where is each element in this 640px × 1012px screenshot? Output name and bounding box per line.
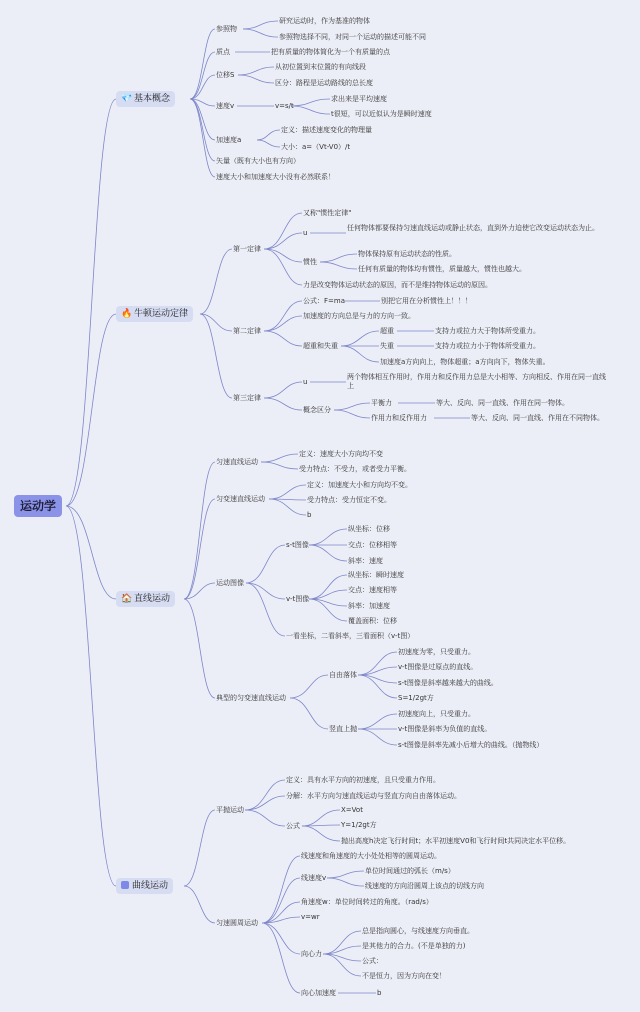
node[interactable]: 一看坐标，二看斜率，三看面积（v-t图）	[286, 632, 415, 640]
node[interactable]: 公式	[286, 822, 300, 830]
node[interactable]: 初速度向上，只受重力。	[398, 710, 475, 718]
node[interactable]: 求出来是平均速度	[331, 95, 387, 103]
node[interactable]: 纵坐标：位移	[348, 525, 390, 533]
branch-label: 直线运动	[134, 594, 171, 604]
node[interactable]: v-t图像是斜率为负值的直线。	[398, 725, 492, 733]
node[interactable]: u	[303, 378, 308, 386]
node[interactable]: 覆盖面积：位移	[348, 617, 397, 625]
node[interactable]: 匀速圆周运动	[216, 919, 258, 927]
node[interactable]: 区分：路程是运动路线的总长度	[275, 79, 373, 87]
node[interactable]: 总是指向圆心，与线速度方向垂直。	[362, 927, 474, 935]
branch-newton-laws[interactable]	[116, 306, 193, 322]
node[interactable]: 单位时间通过的弧长（m/s）	[365, 867, 455, 875]
node[interactable]: 是其他力的合力。(不是单独的力)	[362, 942, 466, 950]
node[interactable]: 等大、反向、同一直线、作用在同一物体。	[436, 399, 569, 407]
branch-basic-concepts[interactable]	[116, 91, 175, 107]
node[interactable]: 平衡力	[371, 399, 392, 407]
node[interactable]: v-t图像	[286, 595, 310, 603]
node[interactable]: 斜率：加速度	[348, 602, 390, 610]
node[interactable]: 抛出高度h决定飞行时间t；水平初速度V0和飞行时间t共同决定水平位移。	[341, 837, 571, 845]
node[interactable]: 自由落体	[329, 671, 357, 679]
node[interactable]: 线速度v	[301, 874, 327, 882]
node[interactable]: 典型的匀变速直线运动	[216, 694, 286, 702]
square-icon	[121, 881, 129, 889]
node[interactable]: 又称"惯性定律"	[303, 209, 352, 217]
node[interactable]: 作用力和反作用力	[371, 414, 427, 422]
node[interactable]: 加速度a	[216, 136, 242, 144]
node[interactable]: s-t图像是斜率先减小后增大的曲线。（抛物线）	[398, 741, 544, 749]
node[interactable]: 第二定律	[233, 327, 261, 335]
node[interactable]: 纵坐标：瞬时速度	[348, 571, 404, 579]
root-node[interactable]: 运动学	[14, 495, 62, 517]
node[interactable]: 超重	[380, 327, 394, 335]
node[interactable]: 惯性	[303, 258, 317, 266]
branch-curvilinear-motion[interactable]	[116, 878, 173, 894]
diamond-icon: 💎	[121, 94, 133, 104]
node[interactable]: 线速度和角速度的大小处处相等的圆周运动。	[301, 852, 441, 860]
node[interactable]: 支持力或拉力大于物体所受重力。	[435, 327, 540, 335]
node[interactable]: 受力特点：受力恒定不变。	[307, 496, 391, 504]
node[interactable]: s-t图像	[286, 541, 309, 549]
house-icon: 🏠	[121, 594, 133, 604]
node[interactable]: 平抛运动	[216, 806, 244, 814]
node[interactable]: 质点	[216, 48, 230, 56]
node[interactable]: 从初位置到末位置的有向线段	[275, 63, 366, 71]
node[interactable]: 运动图像	[216, 579, 244, 587]
fire-icon: 🔥	[121, 309, 133, 319]
node[interactable]: 物体保持原有运动状态的性质。	[358, 250, 456, 258]
node[interactable]: 概念区分	[303, 406, 331, 414]
node[interactable]: 斜率：速度	[348, 557, 383, 565]
node[interactable]: 把有质量的物体简化为一个有质量的点	[271, 48, 390, 56]
node[interactable]: 大小：a=（Vt-V0）/t	[281, 143, 351, 151]
node[interactable]: 向心加速度	[301, 989, 336, 997]
node[interactable]: 研究运动时，作为基准的物体	[279, 17, 370, 25]
node[interactable]: S=1/2gt方	[398, 694, 434, 702]
node[interactable]: 参照物选择不同，对同一个运动的描述可能不同	[279, 33, 426, 41]
node[interactable]: 任何物体都要保持匀速直线运动或静止状态，直到外力迫使它改变运动状态为止。	[347, 224, 599, 232]
node[interactable]: 位移S	[216, 71, 235, 79]
node[interactable]: 两个物体相互作用时，作用力和反作用力总是大小相等、方向相反、作用在同一直线上	[347, 373, 606, 390]
node[interactable]: 任何有质量的物体均有惯性，质量越大，惯性也越大。	[358, 265, 526, 273]
branch-label: 基本概念	[134, 94, 171, 104]
node[interactable]: 竖直上抛	[329, 725, 357, 733]
node[interactable]: 定义：描述速度变化的物理量	[281, 126, 372, 134]
node[interactable]: 定义：具有水平方向的初速度，且只受重力作用。	[286, 776, 440, 784]
branch-linear-motion[interactable]	[116, 591, 175, 607]
node[interactable]: 超重和失重	[303, 342, 338, 350]
node[interactable]: 等大、反向、同一直线、作用在不同物体。	[471, 414, 604, 422]
node[interactable]: b	[307, 511, 312, 519]
node[interactable]: 矢量（既有大小也有方向）	[216, 157, 300, 165]
node[interactable]: 线速度的方向沿圆周上该点的切线方向	[365, 882, 484, 890]
node[interactable]: 参照物	[216, 25, 237, 33]
node[interactable]: 定义：速度大小方向均不变	[299, 450, 383, 458]
node[interactable]: 公式：F=ma	[303, 297, 345, 305]
node[interactable]: u	[303, 229, 308, 237]
node[interactable]: 别把它用在分析惯性上！！！	[381, 297, 472, 305]
node[interactable]: t很短，可以近似认为是瞬时速度	[331, 110, 432, 118]
node[interactable]: 公式：	[362, 957, 383, 965]
node[interactable]: 分解：水平方向匀速直线运动与竖直方向自由落体运动。	[286, 792, 461, 800]
node[interactable]: 支持力或拉力小于物体所受重力。	[435, 342, 540, 350]
node[interactable]: 匀速直线运动	[216, 458, 258, 466]
node[interactable]: 向心力	[301, 950, 322, 958]
node[interactable]: X=Vot	[341, 806, 363, 814]
node[interactable]: b	[377, 989, 382, 997]
branch-label: 曲线运动	[132, 881, 169, 891]
node[interactable]: 第三定律	[233, 394, 261, 402]
node[interactable]: 第一定律	[233, 245, 261, 253]
node[interactable]: v=s/t	[275, 102, 294, 110]
node[interactable]: 速度大小和加速度大小没有必然联系！	[216, 173, 335, 181]
node[interactable]: Y=1/2gt方	[341, 821, 377, 829]
node[interactable]: 不是恒力，因为方向在变！	[362, 972, 446, 980]
node[interactable]: s-t图像是斜率越来越大的曲线。	[398, 679, 498, 687]
node[interactable]: 角速度w：单位时间转过的角度。（rad/s）	[301, 898, 433, 906]
branch-label: 牛顿运动定律	[134, 309, 189, 319]
node[interactable]: 交点：位移相等	[348, 541, 397, 549]
node[interactable]: 加速度a方向向上，物体超重；a方向向下，物体失重。	[380, 358, 550, 366]
node[interactable]: 力是改变物体运动状态的原因，而不是维持物体运动的原因。	[303, 281, 492, 289]
node[interactable]: 定义：加速度大小和方向均不变。	[307, 481, 412, 489]
node[interactable]: 交点：速度相等	[348, 586, 397, 594]
node[interactable]: 速度v	[216, 102, 235, 110]
node[interactable]: 匀变速直线运动	[216, 495, 265, 503]
node[interactable]: 加速度的方向总是与力的方向一致。	[303, 312, 415, 320]
node[interactable]: 受力特点：不受力，或者受力平衡。	[299, 465, 411, 473]
node[interactable]: v=wr	[301, 913, 320, 921]
node[interactable]: v-t图像是过原点的直线。	[398, 663, 478, 671]
node[interactable]: 初速度为零，只受重力。	[398, 648, 475, 656]
node[interactable]: 失重	[380, 342, 394, 350]
